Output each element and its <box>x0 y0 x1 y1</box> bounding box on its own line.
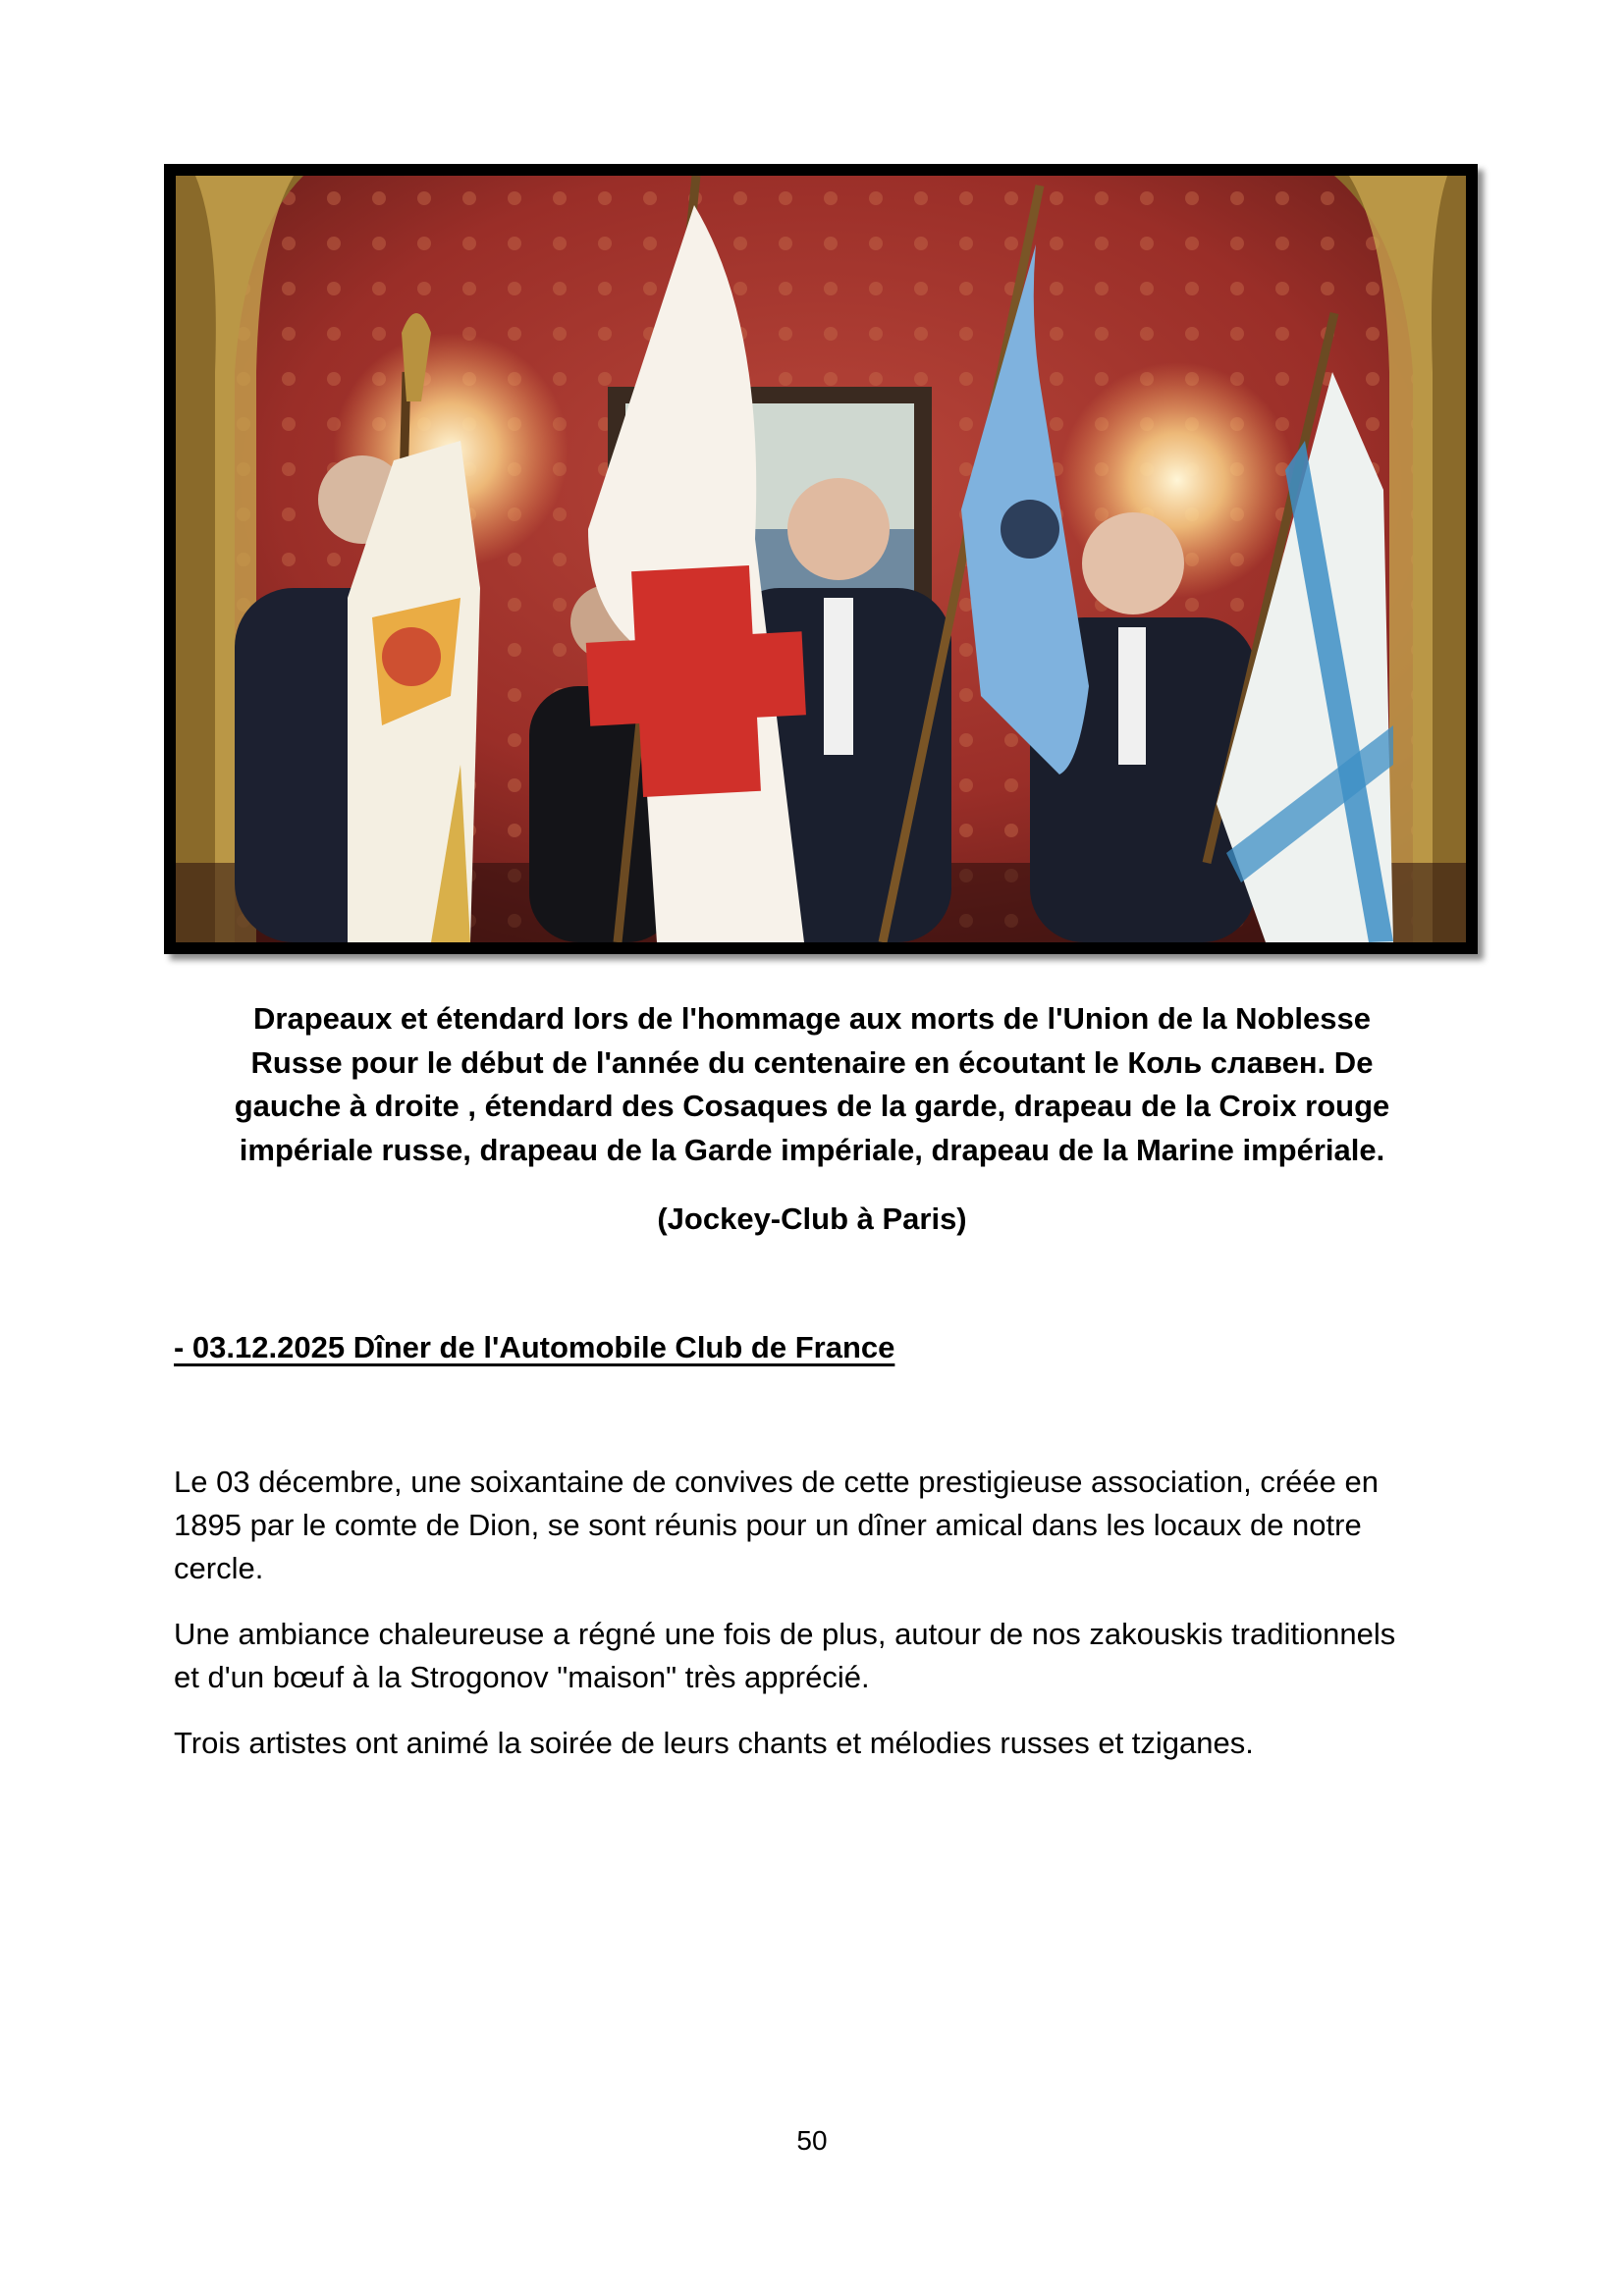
paragraph-line: Trois artistes ont animé la soirée de leurs chants et mélodies russes et tziganes. <box>174 1726 1254 1760</box>
caption-line: Russe pour le début de l'année du centenaire en écoutant le Коль славен. De <box>250 1044 1374 1080</box>
caption-line: Drapeaux et étendard lors de l'hommage aux morts de l'Union de la Noblesse <box>253 1001 1371 1036</box>
photo-credit: (Jockey-Club à Paris) <box>657 1201 967 1236</box>
section-heading: - 03.12.2025 Dîner de l'Automobile Club de France <box>174 1330 895 1364</box>
paragraph-line: 1895 par le comte de Dion, se sont réunis pour un dîner amical dans les locaux de notre <box>174 1508 1362 1542</box>
caption-line: impériale russe, drapeau de la Garde impériale, drapeau de la Marine impériale. <box>239 1132 1385 1167</box>
paragraph <box>174 1613 1480 1699</box>
page-number: 50 <box>796 2125 828 2156</box>
paragraph-line: et d'un bœuf à la Strogonov "maison" très apprécié. <box>174 1660 870 1694</box>
paragraph <box>174 1461 1480 1590</box>
paragraph-line: Une ambiance chaleureuse a régné une fois de plus, autour de nos zakouskis traditionnels <box>174 1617 1396 1651</box>
ceremony-photo <box>176 176 1466 942</box>
paragraph-line: Le 03 décembre, une soixantaine de convives de cette prestigieuse association, créée en <box>174 1465 1379 1499</box>
paragraph-line: cercle. <box>174 1551 264 1585</box>
paragraph <box>174 1722 1480 1765</box>
photo-frame <box>164 164 1478 954</box>
photo-caption <box>167 997 1457 1172</box>
caption-line: gauche à droite , étendard des Cosaques de la garde, drapeau de la Croix rouge <box>234 1089 1390 1123</box>
